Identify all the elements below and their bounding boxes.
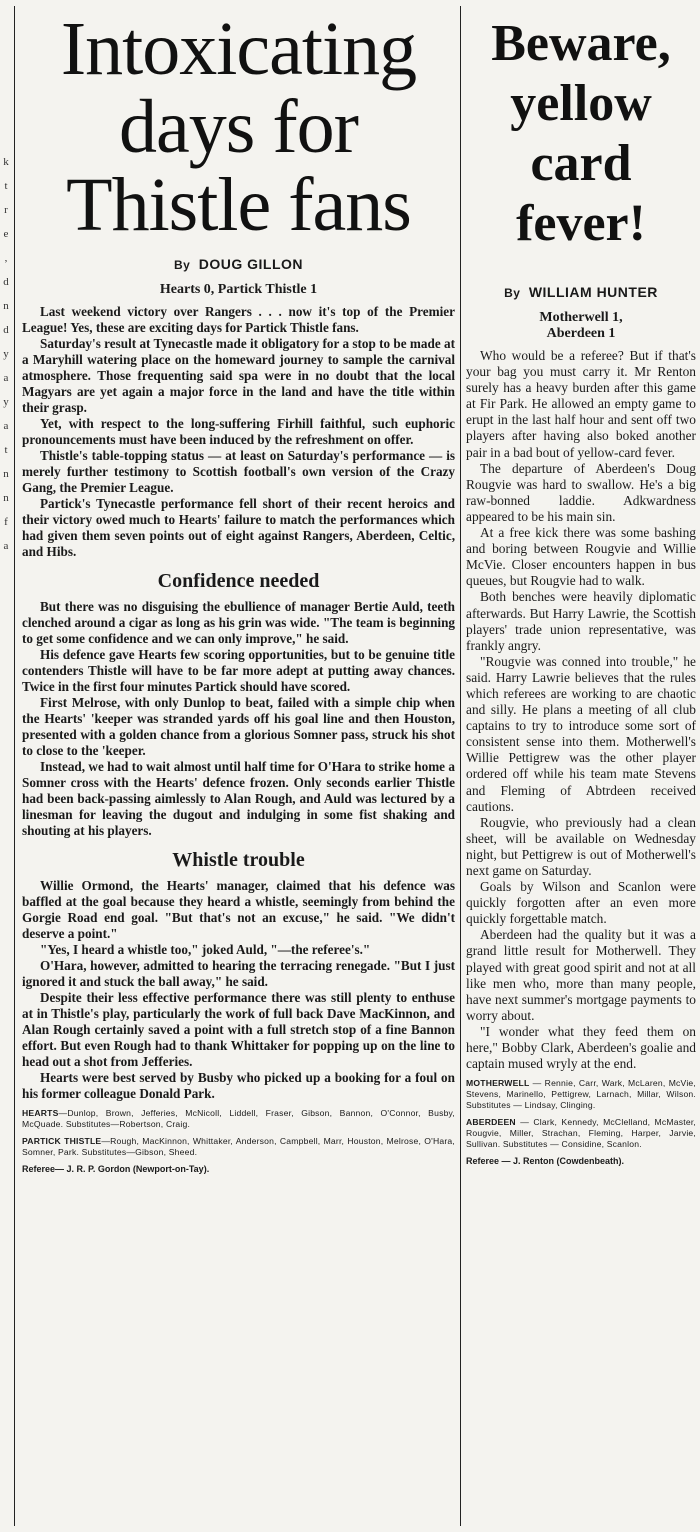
paragraph: "I wonder what they feed them on here," Bobby Clark, Aberdeen's goalie and captain mused wryly at the end. <box>466 1023 696 1072</box>
paragraph: Who would be a referee? But if that's your bag you must carry it. Mr Renton surely has a heavy burden after this game at Fir Park. He allowed an empty game to erupt in the last half hour and sent off two players after having also boked another pair in a bad bout of yellow-card fever. <box>466 348 696 460</box>
headline-line: fever! <box>516 195 646 252</box>
team-players: —Rough, MacKinnon, Whittaker, Anderson, Campbell, Marr, Houston, Melrose, O'Hara, Somner, Park. Substitutes—Gibson, Sheed. <box>22 1136 455 1157</box>
paragraph: Yet, with respect to the long-suffering Firhill faithful, such euphoric pronouncements must have been induced by the refreshment on offer. <box>22 416 455 447</box>
paragraph: Saturday's result at Tynecastle made it obligatory for a stop to be made at a Maryhill watering place on the homeward journey to sample the carnival atmosphere. Those frequenting said spa were in no doubt that the local Magyars are yet again a major force in the land and have the title within their grasp. <box>22 336 455 415</box>
headline-line: card <box>530 135 632 192</box>
match-result: Hearts 0, Partick Thistle 1 <box>159 282 318 297</box>
team-name: PARTICK THISTLE <box>22 1136 102 1146</box>
paragraph: Thistle's table-topping status — at least on Saturday's performance — is merely further testimony to Scottish football's own version of the Crazy Gang, the Premier League. <box>22 448 455 495</box>
subhead-whistle: Whistle trouble <box>172 849 305 871</box>
team-lineup <box>466 1078 696 1111</box>
headline-thistle <box>22 7 455 247</box>
edge-letter: a <box>3 540 9 552</box>
paragraph: Instead, we had to wait almost until half time for O'Hara to strike home a Somner cross with the Hearts' defence frozen. Only seconds earlier Thistle had been back-passing aimlessly to Alan Rough, and Auld was lectured by a linesman for leaving the dugout and indulging in some fist shaking and shouting at his players. <box>22 759 455 838</box>
paragraph: But there was no disguising the ebullience of manager Bertie Auld, teeth clenched around a cigar as long as his grin was wide. "The team is beginning to get some confidence and we can only improve," he said. <box>22 599 455 646</box>
headline-line: days for <box>119 85 358 169</box>
paragraph: "Yes, I heard a whistle too," joked Auld, "—the referee's." <box>40 942 371 957</box>
edge-letter: n <box>3 300 9 312</box>
article-yellow-card <box>466 0 696 1530</box>
team-name: MOTHERWELL <box>466 1078 530 1089</box>
intro-text <box>22 304 455 560</box>
byline-by: By <box>504 286 521 300</box>
team-name: ABERDEEN <box>466 1117 516 1128</box>
edge-letter: a <box>3 420 9 432</box>
subhead-confidence: Confidence needed <box>157 570 320 592</box>
edge-letter: d <box>3 276 9 288</box>
edge-letter: n <box>3 492 9 504</box>
column-rule-left <box>14 6 15 1526</box>
edge-letter: , <box>4 252 8 264</box>
paragraph: "Rougvie was conned into trouble," he said. Harry Lawrie believes that the rules which referees are working to are chaotic and silly. He plans a meeting of all club captains to try to introduce some sort of consistent sense into them. Motherwell's Willie Pettigrew was the other player ordered off while his team mate Stevens and Fleming of Abtrdeen received cautions. <box>466 653 696 814</box>
team-lineup <box>22 1136 455 1158</box>
edge-letter: k <box>3 156 9 168</box>
team-players: — Rennie, Carr, Wark, McLaren, McVie, Stevens, Marinello, Pettigrew, Larnach, Millar, Wilson. Substitutes — Lindsay, Clinging. <box>466 1078 696 1111</box>
paragraph: Despite their less effective performance there was still plenty to enthuse at in Thistle's play, particularly the work of full back Dave MacKinnon, and Alan Rough certainly saved a point with a full stretch stop of a fine Bannon effort. But even Rough had to thank Whittaker for popping up on the line to head out a shot from Jefferies. <box>22 990 455 1069</box>
edge-letter: f <box>4 516 8 528</box>
paragraph: Partick's Tynecastle performance fell short of their recent heroics and their victory owed much to Hearts' failure to match the performances which had given them seven points out of eight against Rangers, Aberdeen, Celtic, and Hibs. <box>22 496 455 559</box>
paragraph: First Melrose, with only Dunlop to beat, failed with a simple chip when the Hearts' 'keeper was stranded yards off his goal line and then Houston, presented with a golden chance from a glorious Somner pass, struck his shot to close to the 'keeper. <box>22 695 455 758</box>
paragraph: Both benches were heavily diplomatic afterwards. But Harry Lawrie, the Scottish players' trade union representative, was frankly angry. <box>466 589 696 653</box>
headline-yellow-card <box>466 14 696 254</box>
paragraph: Willie Ormond, the Hearts' manager, claimed that his defence was baffled at the goal because they heard a whistle, seemingly from behind the Gorgie Road end goal. "But that's not an excuse," he said. "We didn't deserve a point." <box>22 878 455 941</box>
paragraph: The departure of Aberdeen's Doug Rougvie was hard to swallow. He's a big raw-bonned laddie. Adkwardness appeared to be his main sin. <box>466 460 696 524</box>
team-lineup <box>466 1117 696 1150</box>
edge-letter: e <box>3 228 9 240</box>
headline-line: Beware, <box>491 15 671 72</box>
team-lineup <box>22 1108 455 1130</box>
byline-by: By <box>173 258 191 272</box>
edge-letter: a <box>3 372 9 384</box>
result-line: Aberdeen 1 <box>546 326 616 341</box>
byline-author: WILLIAM HUNTER <box>528 284 658 300</box>
headline-line: Intoxicating <box>60 7 417 91</box>
paragraph: Goals by Wilson and Scanlon were quickly forgotten after an even more quickly forgettable match. <box>466 879 696 927</box>
headline-line: Thistle fans <box>66 163 411 247</box>
paragraph: At a free kick there was some bashing and boring between Rougvie and Willie McVie. Closer encounters happen in bus queues, but Rougvie had to walk. <box>466 525 696 589</box>
edge-letter: n <box>3 468 9 480</box>
adjacent-column-fragment <box>0 150 12 570</box>
edge-letter: y <box>3 396 9 408</box>
paragraph: Rougvie, who previously had a clean sheet, will be available on Wednesday night, but Pettigrew is out of Motherwell's next game on Saturday. <box>466 814 696 878</box>
result-line: Motherwell 1, <box>539 310 623 325</box>
edge-letter: t <box>4 444 8 456</box>
paragraph: O'Hara, however, admitted to hearing the terracing renegade. "But I just ignored it and stuck the ball away," he said. <box>22 958 455 989</box>
match-result <box>466 310 696 342</box>
byline-yellow-card <box>466 284 696 300</box>
headline-line: yellow <box>510 75 652 132</box>
paragraph: His defence gave Hearts few scoring opportunities, but to be genuine title contenders Thistle will have to be far more adept at putting away chances. Twice in the first four minutes Partick should have scored. <box>22 647 455 694</box>
referee-line: Referee — J. Renton (Cowdenbeath). <box>466 1156 625 1167</box>
team-name: HEARTS <box>22 1108 59 1118</box>
edge-letter: r <box>4 204 8 216</box>
edge-letter: t <box>4 180 8 192</box>
paragraph: Last weekend victory over Rangers . . . now it's top of the Premier League! Yes, these are exciting days for Partick Thistle fans. <box>22 304 455 335</box>
body-text <box>466 348 696 1072</box>
edge-letter: d <box>3 324 9 336</box>
column-rule-middle <box>460 6 461 1526</box>
edge-letter: y <box>3 348 9 360</box>
paragraph: Hearts were best served by Busby who picked up a booking for a foul on his former colleague Donald Park. <box>22 1070 455 1101</box>
section-confidence <box>22 599 455 839</box>
team-players: —Dunlop, Brown, Jefferies, McNicoll, Liddell, Fraser, Gibson, Bannon, O'Connor, Busby, McQuade. Substitutes—Robertson, Craig. <box>22 1108 455 1129</box>
section-whistle <box>22 878 455 1102</box>
article-thistle <box>22 0 455 1530</box>
byline-author: DOUG GILLON <box>198 256 303 272</box>
paragraph: Aberdeen had the quality but it was a grand little result for Motherwell. They played with great good spirit and not at all like men who, more than many people, have next summer's mortgage payments to worry about. <box>466 927 696 1023</box>
referee-line: Referee— J. R. P. Gordon (Newport-on-Tay). <box>22 1164 210 1174</box>
team-players: — Clark, Kennedy, McClelland, McMaster, Rougvie, Miller, Strachan, Fleming, Harper, Jarvie, Sullivan. Substitutes — Considine, Scanlon. <box>466 1117 696 1150</box>
byline-thistle <box>22 256 455 272</box>
